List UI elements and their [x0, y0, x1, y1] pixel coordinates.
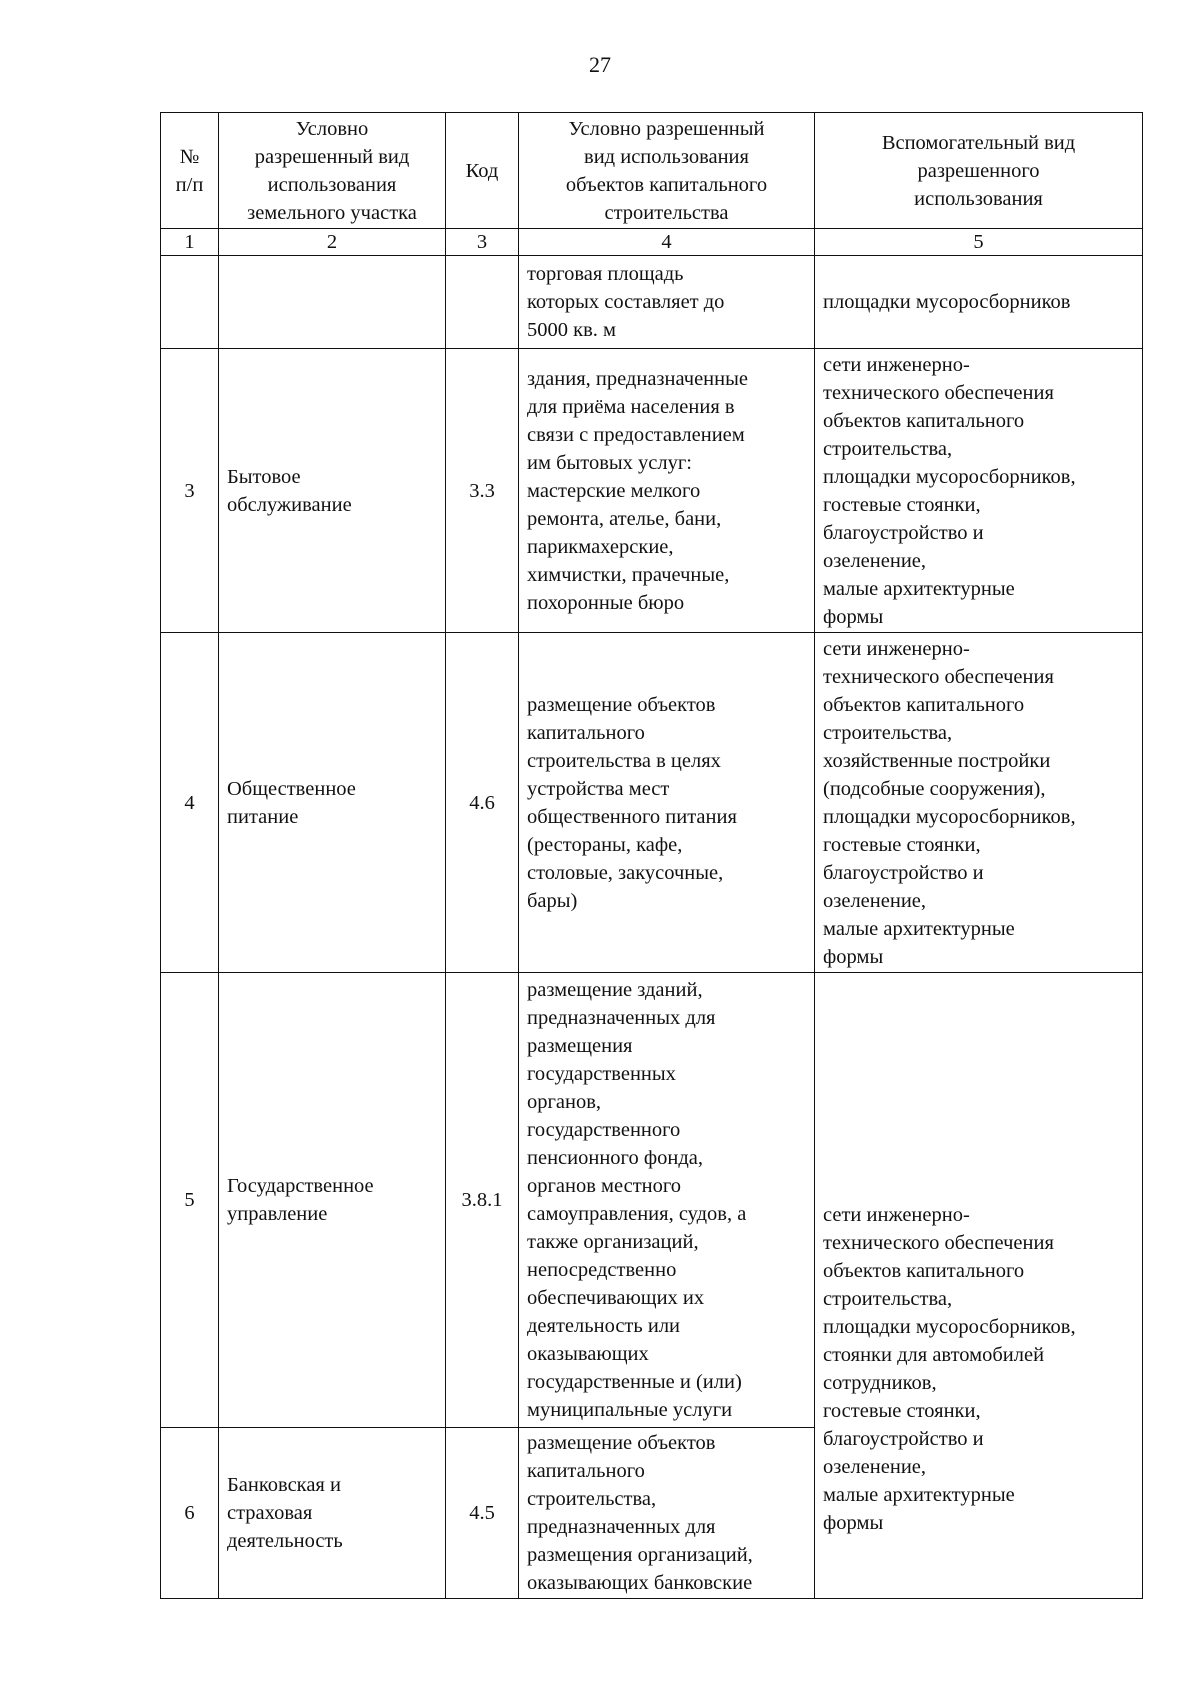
- row-objects: [519, 633, 815, 973]
- cell-line: государственные и (или): [527, 1371, 742, 1393]
- cell-line: устройства мест: [527, 777, 670, 800]
- cell-line: объектов капитального: [823, 1260, 1025, 1282]
- row-auxiliary: [815, 256, 1143, 349]
- row-auxiliary: [815, 973, 1143, 1599]
- row-land-use: [219, 1428, 446, 1599]
- table-header-row: [161, 113, 1143, 229]
- cell-line: хозяйственные постройки: [823, 749, 1051, 772]
- cell-line: п/п: [175, 173, 204, 196]
- row-auxiliary: [815, 349, 1143, 633]
- cell-line: обслуживание: [227, 493, 352, 516]
- cell-line: технического обеспечения: [823, 381, 1054, 404]
- row-code: 3.8.1: [446, 973, 519, 1428]
- column-number: 3: [446, 229, 519, 256]
- cell-line: для приёма населения в: [527, 395, 735, 418]
- cell-line: размещения организаций,: [527, 1544, 753, 1566]
- cell-line: гостевые стоянки,: [823, 493, 981, 516]
- column-number: 2: [219, 229, 446, 256]
- row-auxiliary: [815, 633, 1143, 973]
- row-objects: [519, 349, 815, 633]
- cell-line: им бытовых услуг:: [527, 451, 692, 474]
- cell-line: площадки мусоросборников,: [823, 1316, 1076, 1338]
- cell-line: размещение объектов: [527, 693, 716, 716]
- cell-line: муниципальные услуги: [527, 1399, 733, 1421]
- cell-line: которых составляет до: [527, 291, 725, 313]
- column-number: 4: [519, 229, 815, 256]
- cell-line: озеленение,: [823, 889, 927, 912]
- cell-line: №: [179, 145, 200, 168]
- cell-line: здания, предназначенные: [527, 367, 748, 390]
- cell-line: бары): [527, 889, 578, 912]
- cell-line: обеспечивающих их: [527, 1287, 705, 1309]
- cell-line: земельного участка: [247, 201, 417, 224]
- cell-line: разрешенный вид: [254, 145, 410, 168]
- cell-line: стоянки для автомобилей: [823, 1344, 1045, 1366]
- cell-line: строительства,: [823, 437, 953, 460]
- page-number: 27: [589, 52, 611, 77]
- cell-line: страховая: [227, 1502, 313, 1524]
- table-row: [161, 633, 1143, 973]
- cell-line: парикмахерские,: [527, 535, 674, 558]
- cell-line: управление: [227, 1203, 328, 1225]
- row-code: 4.6: [446, 633, 519, 973]
- cell-line: Условно разрешенный: [568, 117, 765, 140]
- cell-line: похоронные бюро: [527, 591, 685, 614]
- cell-line: площадки мусоросборников,: [823, 465, 1076, 488]
- cell-line: строительства,: [823, 1288, 953, 1310]
- cell-line: предназначенных для: [527, 1516, 716, 1538]
- header-cell-land-use: [219, 113, 446, 229]
- cell-line: вид использования: [584, 145, 749, 168]
- column-number-row: [161, 229, 1143, 256]
- cell-line: формы: [823, 945, 884, 968]
- cell-line: деятельность или: [527, 1315, 681, 1337]
- cell-line: малые архитектурные: [823, 1484, 1015, 1506]
- cell-line: Банковская и: [227, 1474, 341, 1496]
- cell-line: Бытовое: [227, 465, 301, 488]
- cell-line: также организаций,: [527, 1231, 699, 1253]
- cell-line: пенсионного фонда,: [527, 1147, 703, 1169]
- cell-line: Государственное: [227, 1175, 374, 1197]
- row-land-use: [219, 256, 446, 349]
- cell-line: сети инженерно-: [823, 353, 970, 376]
- cell-line: Код: [465, 159, 499, 182]
- cell-line: общественного питания: [527, 805, 737, 828]
- cell-line: органов,: [527, 1091, 602, 1113]
- cell-line: 5000 кв. м: [527, 319, 616, 341]
- cell-line: формы: [823, 1512, 884, 1534]
- cell-line: строительства: [604, 201, 729, 224]
- cell-line: Условно: [295, 117, 369, 140]
- cell-line: государственных: [527, 1063, 676, 1085]
- table-row: [161, 256, 1143, 349]
- cell-line: оказывающих: [527, 1343, 649, 1365]
- cell-line: строительства,: [527, 1488, 657, 1510]
- cell-line: использования: [267, 173, 397, 196]
- cell-line: благоустройство и: [823, 1428, 984, 1450]
- row-number: 4: [161, 633, 219, 973]
- cell-line: площадки мусоросборников: [823, 291, 1071, 313]
- cell-line: малые архитектурные: [823, 917, 1015, 940]
- header-cell-code: [446, 113, 519, 229]
- cell-line: объектов капитального: [823, 693, 1025, 716]
- column-number: 1: [161, 229, 219, 256]
- header-cell-auxiliary: [815, 113, 1143, 229]
- row-objects: [519, 973, 815, 1428]
- cell-line: объектов капитального: [565, 173, 768, 196]
- cell-line: ремонта, ателье, бани,: [527, 507, 722, 530]
- cell-line: Общественное: [227, 777, 356, 800]
- cell-line: предназначенных для: [527, 1007, 716, 1029]
- cell-line: сети инженерно-: [823, 637, 970, 660]
- cell-line: (рестораны, кафе,: [527, 833, 683, 856]
- cell-line: малые архитектурные: [823, 577, 1015, 600]
- cell-line: самоуправления, судов, а: [527, 1203, 747, 1225]
- cell-line: площадки мусоросборников,: [823, 805, 1076, 828]
- cell-line: питание: [227, 805, 299, 828]
- row-objects: [519, 256, 815, 349]
- cell-line: разрешенного: [917, 159, 1040, 182]
- cell-line: размещения: [527, 1035, 633, 1057]
- cell-line: озеленение,: [823, 549, 927, 572]
- cell-line: Вспомогательный вид: [881, 131, 1076, 154]
- cell-line: размещение зданий,: [527, 979, 703, 1001]
- row-land-use: [219, 633, 446, 973]
- header-cell-objects: [519, 113, 815, 229]
- cell-line: сети инженерно-: [823, 1204, 970, 1226]
- table-row: [161, 349, 1143, 633]
- cell-line: мастерские мелкого: [527, 479, 701, 502]
- land-use-table: [160, 112, 1143, 1599]
- cell-line: технического обеспечения: [823, 665, 1054, 688]
- cell-line: строительства,: [823, 721, 953, 744]
- row-objects: [519, 1428, 815, 1599]
- row-number: [161, 256, 219, 349]
- cell-line: использования: [914, 187, 1043, 210]
- cell-line: столовые, закусочные,: [527, 861, 724, 884]
- row-code: [446, 256, 519, 349]
- cell-line: органов местного: [527, 1175, 682, 1197]
- cell-line: связи с предоставлением: [527, 423, 745, 446]
- cell-line: сотрудников,: [823, 1372, 937, 1394]
- cell-line: объектов капитального: [823, 409, 1025, 432]
- cell-line: размещение объектов: [527, 1432, 716, 1454]
- cell-line: благоустройство и: [823, 861, 984, 884]
- cell-line: оказывающих банковские: [527, 1572, 753, 1594]
- row-land-use: [219, 973, 446, 1428]
- table-row: [161, 973, 1143, 1428]
- cell-line: капитального: [527, 721, 645, 744]
- cell-line: (подсобные сооружения),: [823, 777, 1046, 800]
- row-code: 4.5: [446, 1428, 519, 1599]
- cell-line: деятельность: [227, 1530, 343, 1552]
- cell-line: непосредственно: [527, 1259, 677, 1281]
- row-land-use: [219, 349, 446, 633]
- row-code: 3.3: [446, 349, 519, 633]
- cell-line: капитального: [527, 1460, 645, 1482]
- cell-line: озеленение,: [823, 1456, 927, 1478]
- column-number: 5: [815, 229, 1143, 256]
- cell-line: химчистки, прачечные,: [527, 563, 730, 586]
- cell-line: государственного: [527, 1119, 681, 1141]
- header-cell-num: [161, 113, 219, 229]
- row-number: 5: [161, 973, 219, 1428]
- cell-line: благоустройство и: [823, 521, 984, 544]
- row-number: 6: [161, 1428, 219, 1599]
- row-number: 3: [161, 349, 219, 633]
- cell-line: формы: [823, 605, 884, 628]
- cell-line: торговая площадь: [527, 263, 684, 285]
- cell-line: строительства в целях: [527, 749, 721, 772]
- cell-line: гостевые стоянки,: [823, 1400, 981, 1422]
- cell-line: гостевые стоянки,: [823, 833, 981, 856]
- cell-line: технического обеспечения: [823, 1232, 1054, 1254]
